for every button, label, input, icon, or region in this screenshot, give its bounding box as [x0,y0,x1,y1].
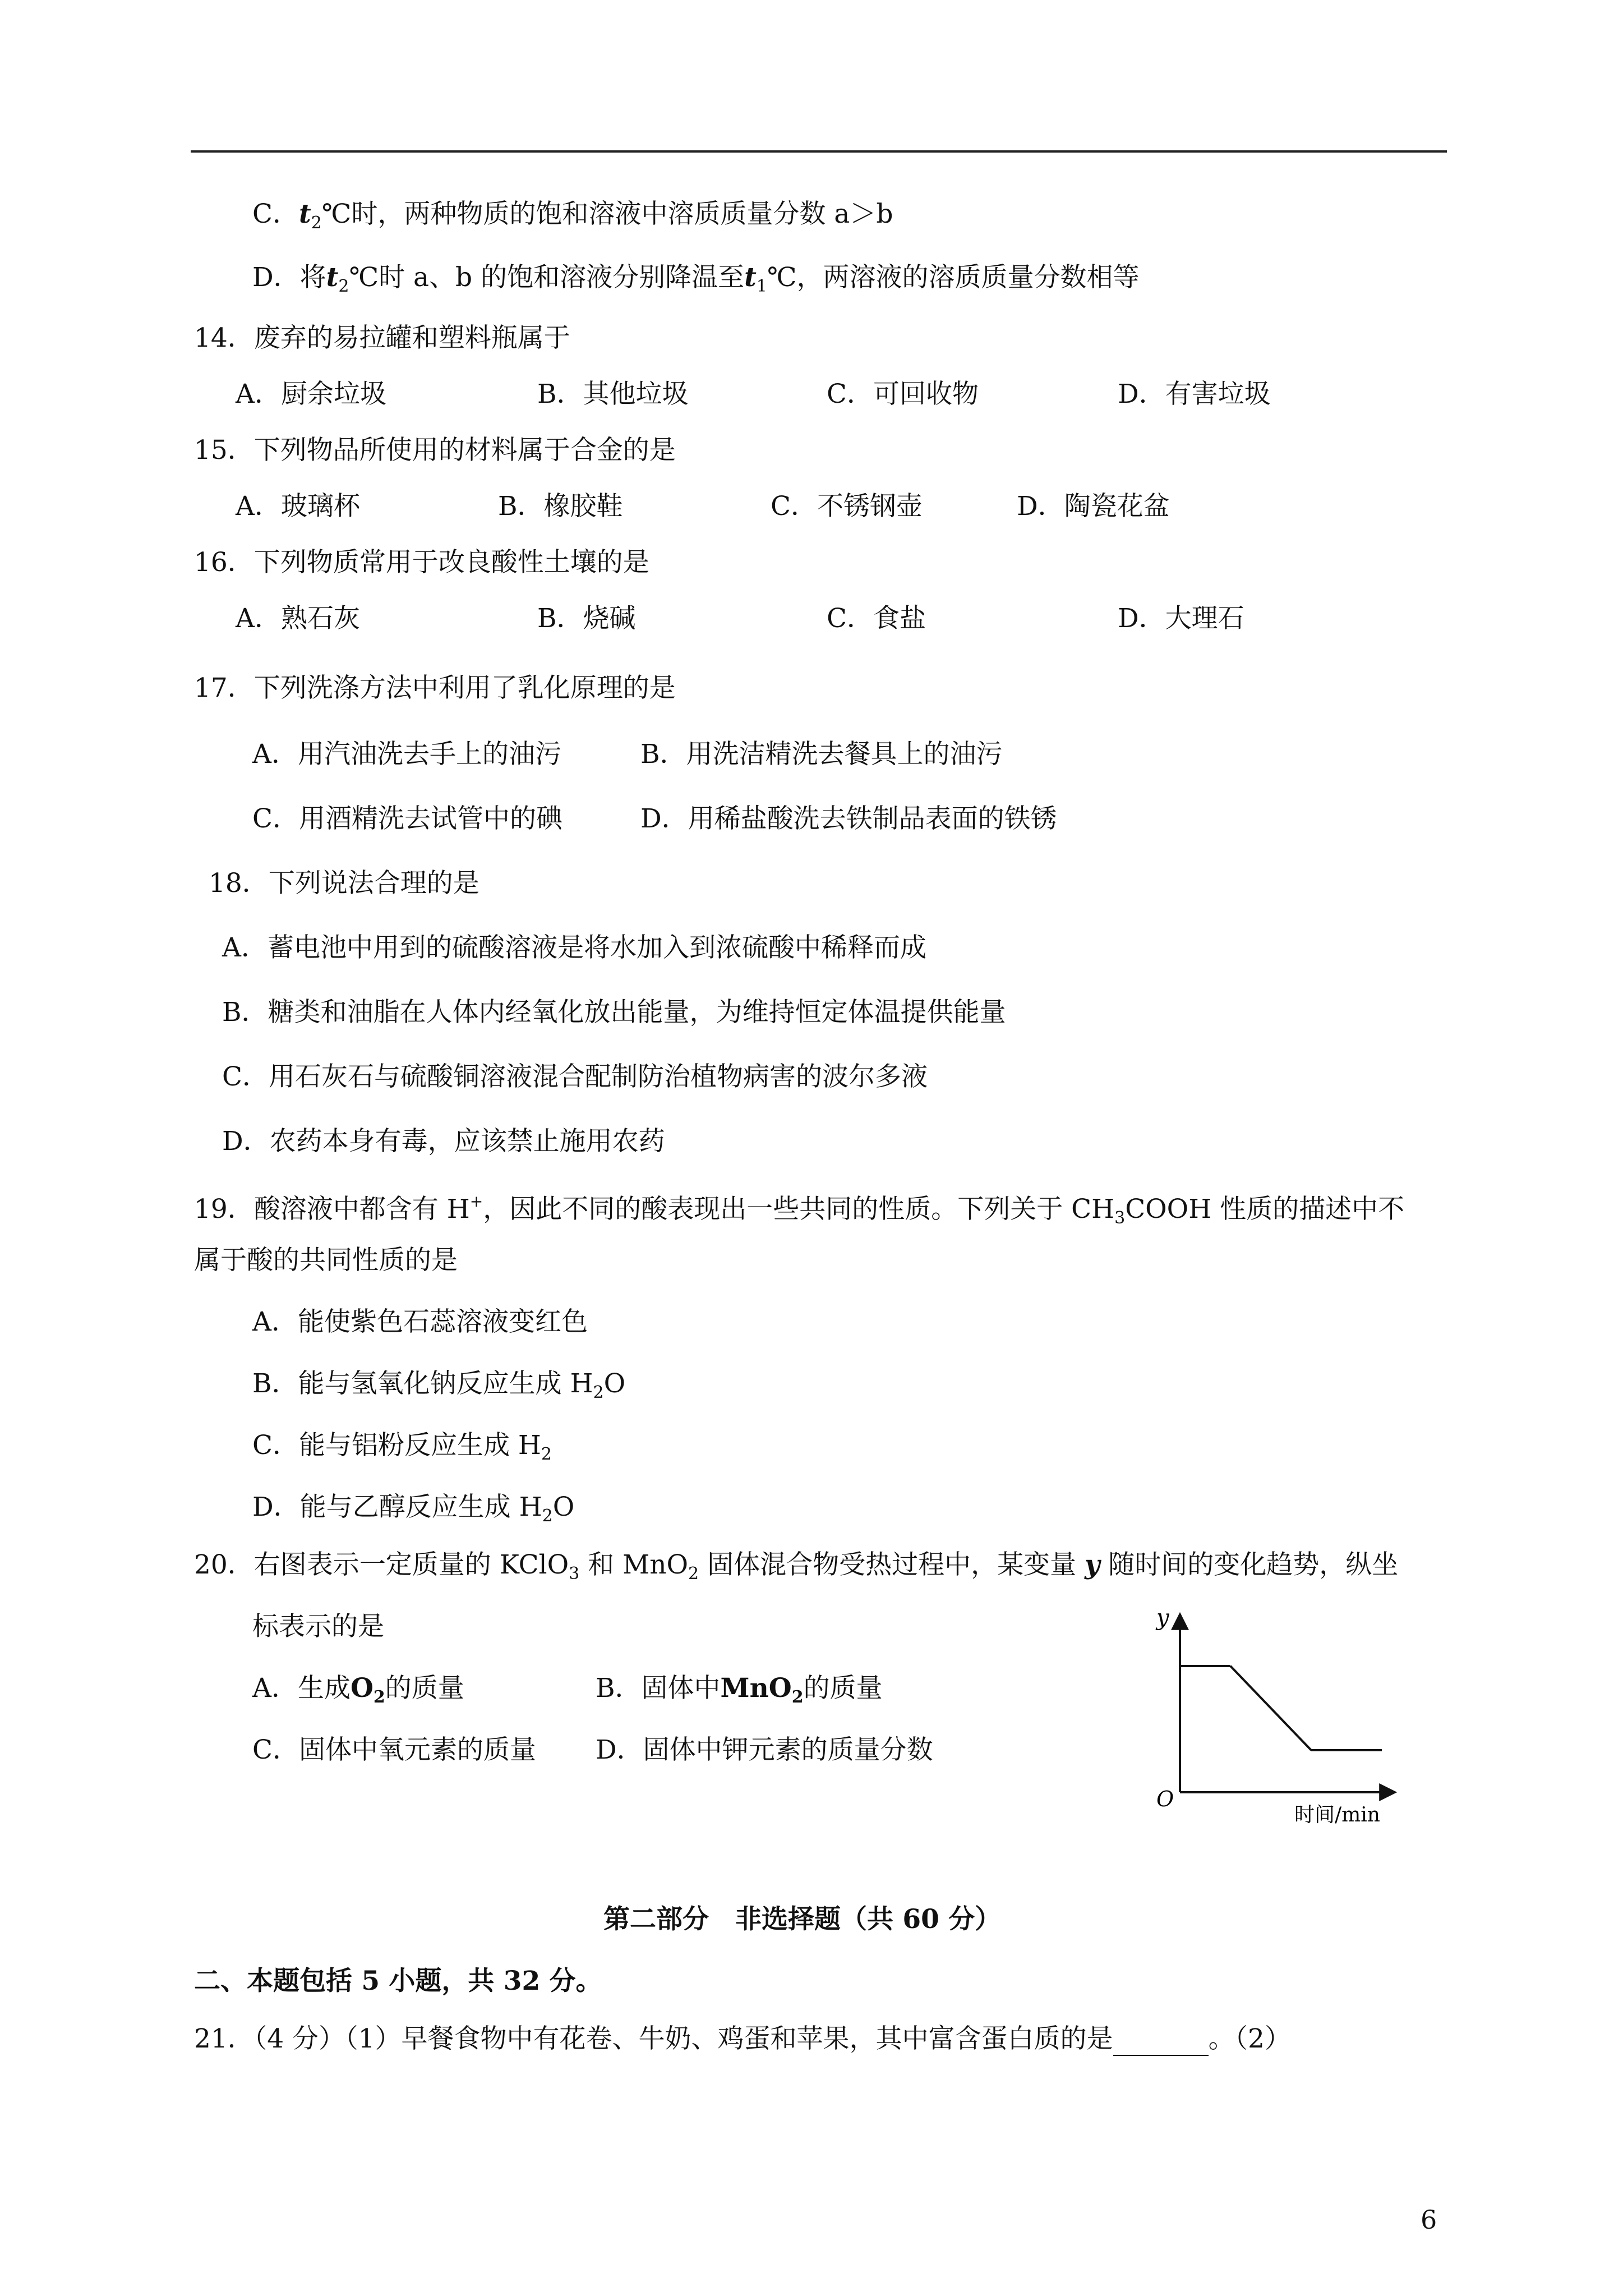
q17-option-a: A．用汽油洗去手上的油污 [252,739,561,770]
part2-section-heading: 二、本题包括 5 小题，共 32 分。 [194,1966,602,1996]
q16-stem: 16．下列物质常用于改良酸性土壤的是 [194,547,649,578]
q18-option-a: A．蓄电池中用到的硫酸溶液是将水加入到浓硫酸中稀释而成 [222,932,926,963]
q20-option-a: A．生成$O_2$的质量 [252,1673,464,1707]
q15-option-d: D．陶瓷花盆 [1017,491,1170,522]
q20-option-b: B．固体中MnO$_2$的质量 [596,1673,883,1707]
q20-option-d: D．固体中钾元素的质量分数 [596,1734,933,1765]
q15-option-b: B．橡胶鞋 [498,491,623,522]
q14-option-c: C．可回收物 [827,379,979,409]
q17-option-b: B．用洗洁精洗去餐具上的油污 [640,739,1003,770]
q15-stem: 15．下列物品所使用的材料属于合金的是 [194,435,676,466]
q18-option-d: D．农药本身有毒，应该禁止施用农药 [222,1126,665,1157]
q14-option-b: B．其他垃圾 [537,379,689,409]
y-axis-label: y [1156,1605,1169,1631]
q18-stem: 18．下列说法合理的是 [209,868,479,899]
q13-option-c: C．$t_2℃$时，两种物质的饱和溶液中溶质质量分数 a＞b [252,199,893,233]
q20-stem: 20．右图表示一定质量的 KClO$_3$ 和 MnO$_2$ 固体混合物受热过程中，某变量 y 随时间的变化趋势，纵坐 [194,1549,1399,1584]
q13-option-d: D．将$t_2℃$时 a、b 的饱和溶液分别降温至$t_1℃$，两溶液的溶质质量分数相等 [252,262,1140,296]
q20-graph-svg [1144,1602,1424,1826]
q15-option-c: C．不锈钢壶 [771,491,923,522]
q19-option-a: A．能使紫色石蕊溶液变红色 [252,1306,588,1337]
q16-option-d: D．大理石 [1118,603,1244,634]
part2-title: 第二部分 非选择题（共 60 分） [603,1904,1002,1935]
x-axis-label: 时间/min [1294,1803,1380,1826]
q19-stem-line2: 属于酸的共同性质的是 [194,1245,458,1276]
page-number: 6 [1421,2205,1437,2235]
q17-option-c: C．用酒精洗去试管中的碘 [252,803,562,834]
q19-stem: 19．酸溶液中都含有 H+，因此不同的酸表现出一些共同的性质。下列关于 $CH_3COOH$ 性质的描述中不 [194,1192,1405,1228]
q17-option-d: D．用稀盐酸洗去铁制品表面的铁锈 [640,803,1057,834]
origin-label: O [1156,1787,1174,1811]
q19-option-b: B．能与氢氧化钠反应生成 $H_2O$ [252,1368,626,1402]
q18-option-b: B．糖类和油脂在人体内经氧化放出能量，为维持恒定体温提供能量 [222,997,1006,1028]
q21-text: 21．（4 分）（1）早餐食物中有花卷、牛奶、鸡蛋和苹果，其中富含蛋白质的是 。（2） [194,2022,1291,2056]
q20-graph [1144,1602,1424,1826]
q18-option-c: C．用石灰石与硫酸铜溶液混合配制防治植物病害的波尔多液 [222,1061,928,1092]
q16-option-b: B．烧碱 [537,603,636,634]
q19-option-d: D．能与乙醇反应生成 $H_2O$ [252,1492,575,1526]
q16-option-c: C．食盐 [827,603,926,634]
q14-stem: 14．废弃的易拉罐和塑料瓶属于 [194,323,570,353]
q20-option-c: C．固体中氧元素的质量 [252,1734,536,1765]
q16-option-a: A．熟石灰 [236,603,360,634]
curve-segment [1230,1666,1311,1750]
q19-option-c: C．能与铝粉反应生成 $H_2$ [252,1430,552,1464]
header-rule [191,150,1447,153]
q20-stem-line2: 标表示的是 [252,1611,384,1642]
q14-option-a: A．厨余垃圾 [236,379,386,409]
q17-stem: 17．下列洗涤方法中利用了乳化原理的是 [194,673,676,703]
q21-answer-blank[interactable] [1113,2028,1209,2056]
q15-option-a: A．玻璃杯 [236,491,360,522]
q14-option-d: D．有害垃圾 [1118,379,1271,409]
